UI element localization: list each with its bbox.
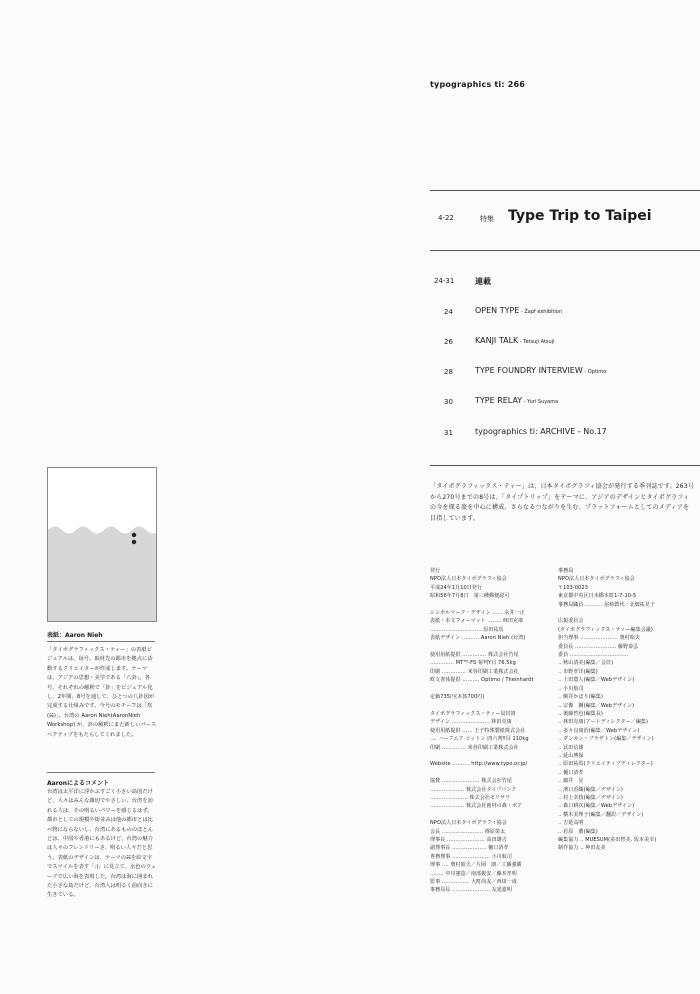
feature-pages: 4-22 [438,214,454,222]
serial-item-title: typographics ti: ARCHIVE - No.17 [475,427,607,436]
serial-pages: 24-31 [434,277,455,285]
intro-text: 「タイポグラフィックス・ティー」は、日本タイポグラフィ協会が発行する季刊誌です。263号から270号までの8号は、「タイプトリップ」をテーマに、アジアのデザインとタイポグラフィの今を探る旅を中心に構成。さらなるつながりを生む、プラットフォームとしてのメディアを目指しています。 [430,483,695,522]
feature-label: 特集 [480,215,494,223]
serial-item-subtitle: - Zapf exhibition [519,309,563,315]
cover-credit-divider [47,641,155,642]
serial-item-title: TYPE RELAY [475,396,523,405]
divider-top [430,190,700,191]
cover-thumbnail [47,467,157,622]
serial-item-page: 28 [444,368,453,376]
cover-credit: 表紙：Aaron Nieh [47,632,103,639]
cover-wave-image [48,468,156,621]
serial-item-title: KANJI TALK [475,336,519,345]
serial-item-title: OPEN TYPE [475,306,520,315]
colophon-right: 事務局 NPO法人日本タイポグラフィ協会 〒103-0023 東京都中央区日本橋本町1-7-10-5 事務局職員 ‥‥‥‥‥ 尾崎教代／北畑祐見子 広報委員会 (タイポグラフィックス・ティー編集会議) 担当理事 ‥‥‥‥‥‥‥‥‥‥‥ 奥村昭夫 委員長 ‥‥‥‥‥‥‥‥‥‥‥‥ 藤野泰弘 委員 ‥‥‥‥‥‥‥‥‥‥‥‥‥‥‥‥‥ ‥ 秋山清美(編集／会計) ‥ 市野孝洋(編集) ‥ 上田寛人(編集／Webデザイン) ‥ 小川航司 ‥ 駒井かほり(編集) ‥ 宗像 鋼(編集／Webデザイン) ‥ 後藤哲也(編集長) ‥ 林田克康(アートディレクター／編集) ‥ 多々良康治(編集／Webデザイン) ‥ ダンカン・ブラザトン(編集／デザイン) ‥ 冨田信雄 ‥ 延山博保 ‥ 原田祐馬(クリエイティブディレクター) ‥ 樋口清孝 ‥ 細井 晃 ‥ 濱口香織(編集／デザイン) ‥ 村上幸枝(編集／デザイン) ‥ 森口耕次(編集／Webデザイン) ‥ 横木美理子(編集／翻訳／デザイン) ‥ 吉延高明 ‥ 若原 薫(編集) 編集協力 ‥ MUESUM(多田智美, 坂本美幸) 制作協力 ‥ 神田友美 [558,568,657,852]
cover-description: 「タイポグラフィックス・ティー」の表紙ビジュアルは、毎号、取材先の都市を拠点に活動するクリエイターが作成します。テーマは、アジアの思想・美学である「八卦」。各号、それぞれの解釈で「卦」をビジュアル化し、2年間、8号を通して、ひとつの八卦図が完成する仕組みです。今号のモチーフは「坎(☵)」。台湾の Aaron Nieh(AaronNieh Workshop) が、卦の解釈にまた新しいパースペクティブをもたらしてくれました。 [47,647,157,738]
comment-heading: Aaronによるコメント [47,780,110,787]
feature-entry [430,204,700,230]
feature-title: Type Trip to Taipei [508,208,652,224]
serial-item-page: 24 [444,308,453,316]
serial-item-subtitle: - Yuri Suyama [522,399,559,405]
serial-item [430,396,700,410]
serial-item-title: TYPE FOUNDRY INTERVIEW [475,366,583,375]
comment-divider [47,772,155,773]
serial-item [430,427,700,441]
serial-item-page: 30 [444,398,453,406]
serial-item [430,336,700,350]
journal-title: typographics ti: 266 [430,80,526,89]
serial-label: 連載 [475,277,491,286]
divider-feature [430,250,700,251]
colophon-left: 発行 NPO法人日本タイポグラフィ協会 平成24年1月10日発行 昭和56年7月8日 第三種郵便認可 シンボルマーク・デザイン ‥‥‥ 永井一正 表紙・本文フォーマット ‥‥‥‥ 林田克康 ‥‥‥‥‥‥‥‥‥‥‥‥‥‥‥ 原田祐馬 表紙デザイン ‥‥‥‥‥ Aaron Nieh (台湾) 使用用紙提供 ‥‥‥‥‥‥‥ 株式会社竹尾 ‥‥‥‥‥‥‥ MTᵀᴹ-FS 菊判Y目 76.5kg 印刷 ‥‥‥‥‥‥‥ 米谷印刷工業株式会社 欧文書体提供 ‥‥‥‥‥ Optimo / Theinhardt 定価735円(本体700円) タイポグラフィックス・ティー局封筒 デザイン ‥‥‥‥‥‥‥‥‥‥‥ 林田克康 使用用紙提供 ‥‥‥ 王子特殊製紙株式会社 ‥‥ ハーフエア コットン 四六判Y目 110kg 印刷 ‥‥‥‥‥‥‥ 米谷印刷工業株式会社 Website ‥‥‥‥‥ http://www.typo.or.jp/ 協賛 ‥‥‥‥‥‥‥‥‥‥‥ 株式会社竹尾 ‥‥‥‥‥‥‥‥‥‥ 株式会社タイプバンク ‥‥‥‥‥‥‥‥‥‥‥ 株式会社モリサワ ‥‥‥‥‥‥‥‥‥‥ 株式会社画材の森・ポア NPO法人日本タイポグラフィ協会 会長 ‥‥‥‥‥‥‥‥‥‥‥‥ 篠原榮太 理事長 ‥‥‥‥‥‥‥‥‥‥‥ 高田雄吉 副理事長 ‥‥‥‥‥‥‥‥‥‥ 樋口清孝 専務理事 ‥‥‥‥‥‥‥‥‥‥‥ 小川航司 理事 ‥‥ 奥村昭夫／片岡 朗／工藤強勝 ‥‥‥‥ 中川憲造／南部俊安／藤本孝明 監事 ‥‥‥‥‥‥‥‥ 大町尚友／西田一成 事務局長 ‥‥‥‥‥‥‥‥‥‥‥ 友延嘉明 [430,568,534,894]
serial-item [430,306,700,320]
serial-item-page: 31 [444,429,453,437]
divider-contents [430,465,700,466]
comment-text: 台湾は太平洋に浮かぶすごく小さい島国だけど、人々はみんな親切でやさしい。台湾を訪れる人は、その明るいパワーを感じるはず。都市としての規模や街並みは他の都市とは比べ物にならないし、台湾にあるもののほとんどは、中国や香港にもあるけど、台湾の魅力は人々のフレンドリーさ、明るい人々だと思う。表紙のデザインは、テーマの☵を絵文字でスマイルを表す「:)」に見立て、水色のウェーブで広い海を表現した。台湾は海に囲まれた小さな島だけど、台湾人は明るく前向きに生きている。 [47,789,157,899]
serial-item-subtitle: - Tetsuji Atsuji [518,339,555,345]
serial-item [430,366,700,380]
serial-item-subtitle: - Optimo [582,369,607,375]
serial-item-page: 26 [444,338,453,346]
